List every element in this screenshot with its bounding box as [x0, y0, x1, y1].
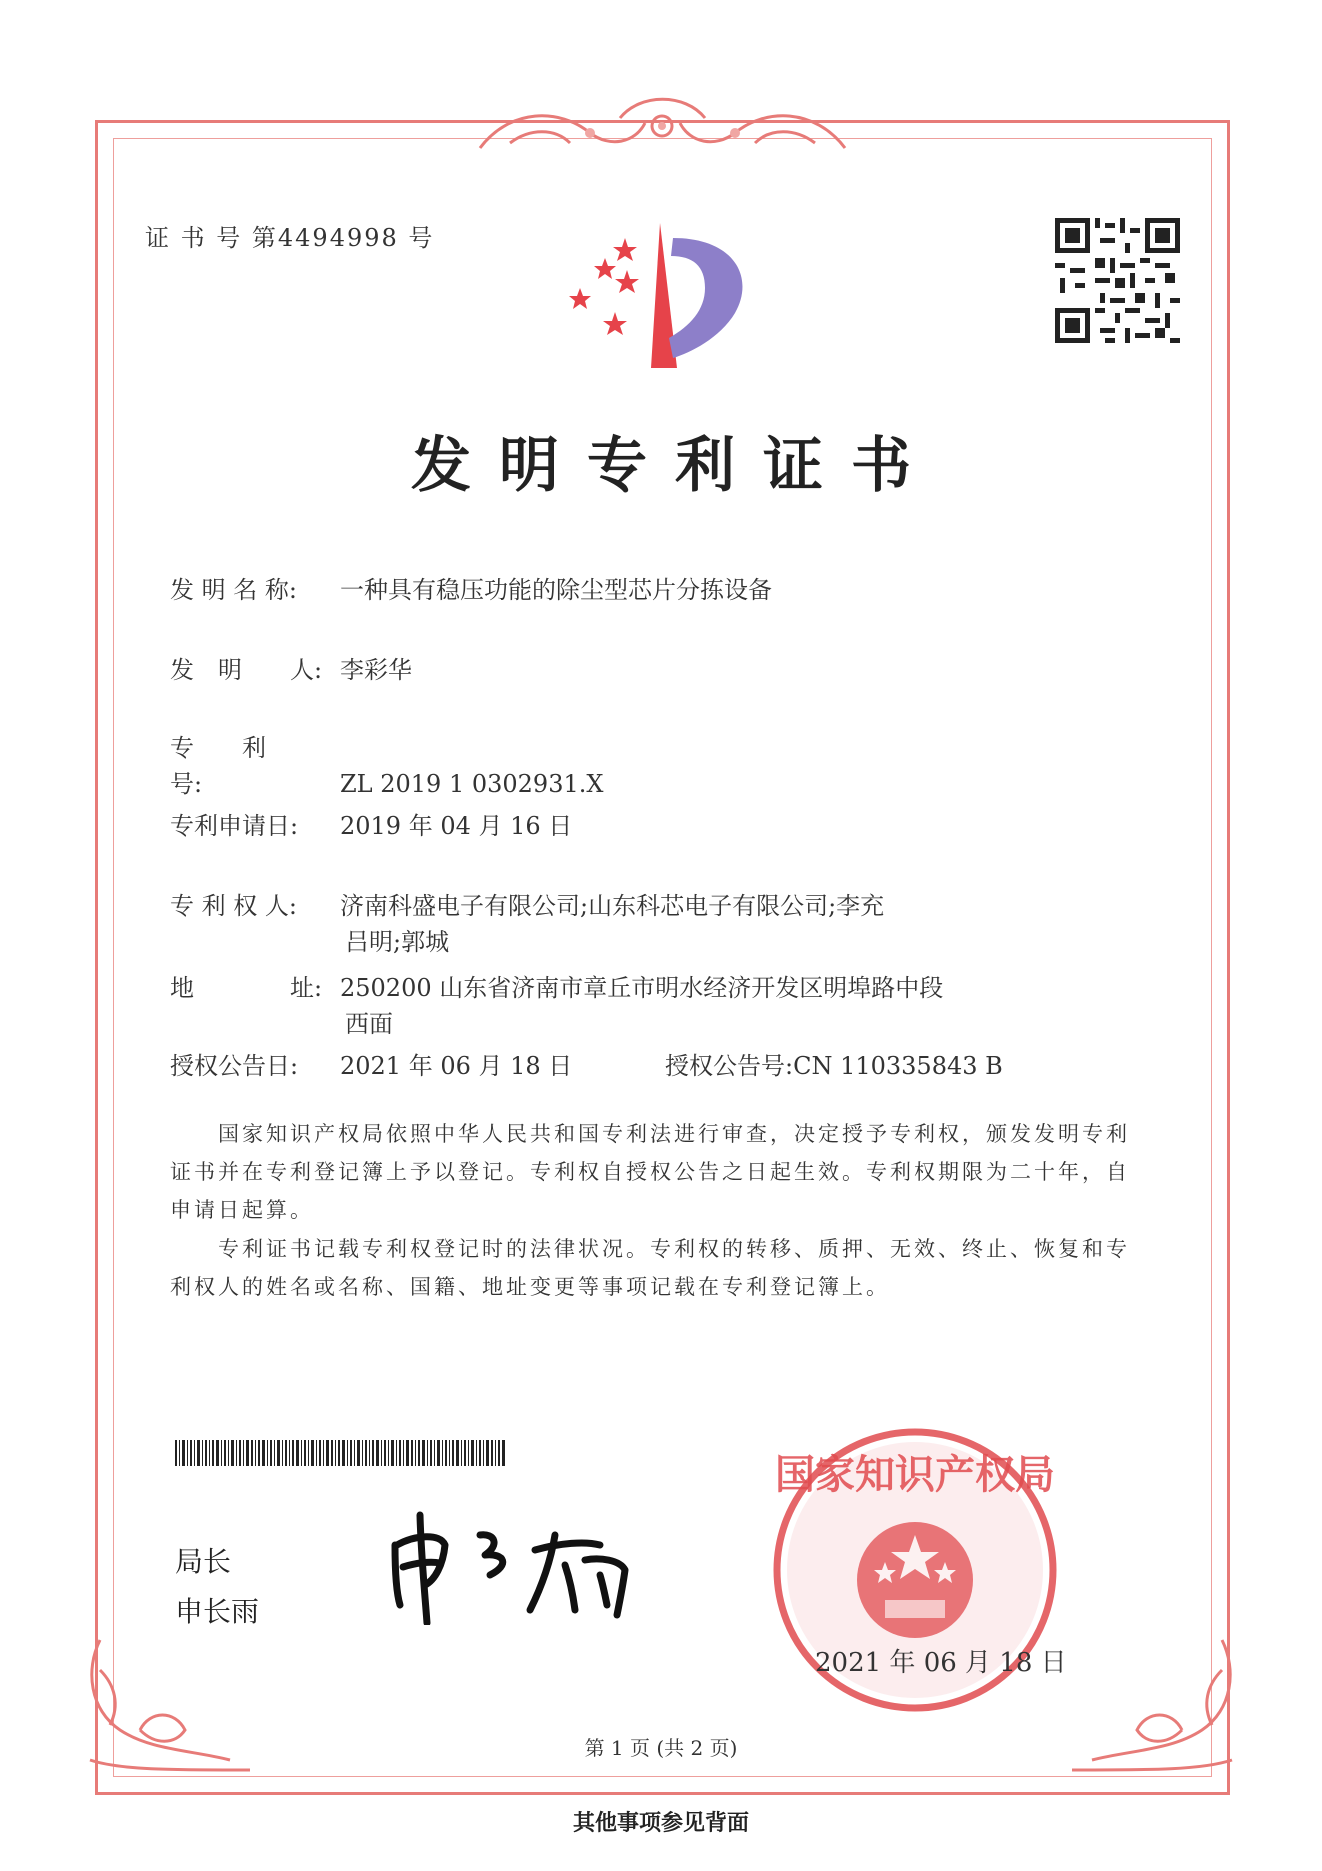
page-indicator: 第 1 页 (共 2 页)	[584, 1736, 738, 1760]
field-value: CN 110335843 B	[793, 1052, 1003, 1080]
field-value: 2019 年 04 月 16 日	[340, 812, 573, 840]
body-line: 申请日起算。	[170, 1198, 314, 1222]
seal-text: 国家知识产权局	[775, 1452, 1055, 1498]
field-patentee-cont: 吕明;郭城	[345, 928, 450, 956]
field-inventor	[170, 652, 412, 688]
field-patentee	[170, 888, 884, 924]
barcode	[175, 1440, 505, 1466]
handwritten-signature	[385, 1505, 665, 1625]
body-line: 国家知识产权局依照中华人民共和国专利法进行审查，决定授予专利权，颁发发明专利	[218, 1122, 1130, 1146]
field-address-cont: 西面	[345, 1010, 393, 1038]
field-label: 地 址:	[170, 974, 323, 1002]
signatory-role: 局长	[175, 1545, 232, 1578]
field-label: 发 明 人:	[170, 656, 323, 684]
field-value: 李彩华	[340, 656, 412, 684]
field-filing-date	[170, 808, 572, 844]
field-value: 250200 山东省济南市章丘市明水经济开发区明埠路中段	[340, 974, 944, 1002]
field-label: 专 利 权 人:	[170, 892, 297, 920]
field-patent-no	[170, 730, 603, 802]
body-line: 利权人的姓名或名称、国籍、地址变更等事项记载在专利登记簿上。	[170, 1275, 890, 1299]
field-label: 授权公告日:	[170, 1052, 299, 1080]
field-invention-name	[170, 572, 772, 608]
field-label: 发 明 名 称:	[170, 576, 297, 604]
field-value: 济南科盛电子有限公司;山东科芯电子有限公司;李充	[340, 892, 885, 920]
field-address	[170, 970, 943, 1006]
body-line: 专利证书记载专利权登记时的法律状况。专利权的转移、质押、无效、终止、恢复和专	[218, 1237, 1130, 1261]
field-grant-no	[665, 1048, 1003, 1084]
field-label: 授权公告号:	[665, 1052, 794, 1080]
signatory-name: 申长雨	[175, 1595, 260, 1628]
field-label: 专 利 号:	[170, 734, 314, 798]
qr-code	[1055, 218, 1180, 343]
field-value: 2021 年 06 月 18 日	[340, 1052, 573, 1080]
top-ornament	[470, 88, 855, 168]
field-value: ZL 2019 1 0302931.X	[340, 770, 604, 798]
cnipa-emblem	[565, 218, 765, 378]
footer-note: 其他事项参见背面	[572, 1810, 749, 1836]
body-paragraph-2	[170, 1230, 1155, 1306]
field-label: 专利申请日:	[170, 812, 299, 840]
certificate-number: 证 书 号 第4494998 号	[145, 224, 435, 252]
field-grant-date	[170, 1048, 572, 1084]
field-value: 一种具有稳压功能的除尘型芯片分拣设备	[340, 576, 772, 604]
seal-date: 2021 年 06 月 18 日	[815, 1648, 1067, 1678]
body-paragraph-1	[170, 1115, 1155, 1229]
body-line: 证书并在专利登记簿上予以登记。专利权自授权公告之日起生效。专利权期限为二十年，自	[170, 1160, 1130, 1184]
certificate-title: 发明专利证书	[411, 431, 939, 501]
